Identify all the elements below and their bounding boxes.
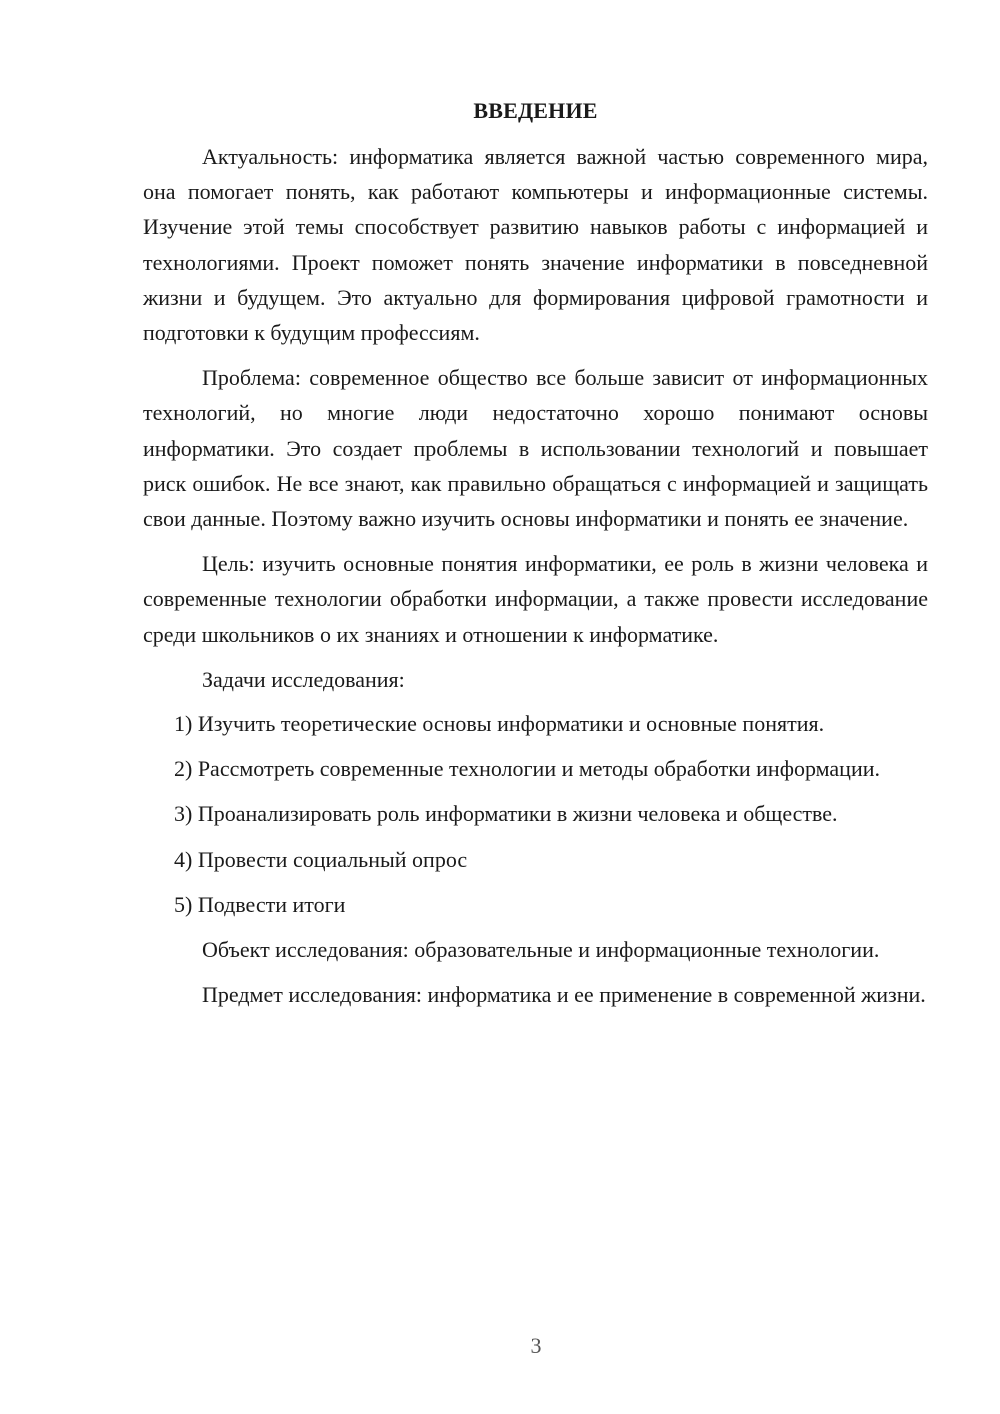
problem-paragraph: Проблема: современное общество все больше зависит от информационных технологий, но многие люди недостаточно хорошо понимают основы информатики. Это создает проблемы в использовании технологий и повышает риск ошибок. Не все знают, как правильно обращаться с информацией и защищать свои данные. Поэтому важно изучить основы информатики и понять ее значение. [143,365,928,532]
page-number: 3 [530,1333,542,1358]
task-item: 4) Провести социальный опрос [174,846,468,872]
task-item: 3) Проанализировать роль информатики в жизни человека и обществе. [174,801,838,827]
page-title: ВВЕДЕНИЕ [473,98,598,123]
tasks-list [143,706,928,922]
task-item: 1) Изучить теоретические основы информатики и основные понятия. [174,711,825,737]
task-item: 5) Подвести итоги [174,891,346,917]
subject-paragraph: Предмет исследования: информатика и ее применение в современной жизни. [202,982,926,1008]
relevance-paragraph: Актуальность: информатика является важной частью современного мира, она помогает понять, как работают компьютеры и информационные системы. Изучение этой темы способствует развитию навыков работы с информацией и технологиями. Проект поможет понять значение информатики в повседневной жизни и будущем. Это актуально для формирования цифровой грамотности и подготовки к будущим профессиям. [143,144,928,346]
tasks-heading: Задачи исследования: [202,666,405,692]
object-paragraph: Объект исследования: образовательные и информационные технологии. [202,937,880,963]
task-item: 2) Рассмотреть современные технологии и методы обработки информации. [174,756,880,782]
page-content [143,96,928,1022]
goal-paragraph: Цель: изучить основные понятия информатики, ее роль в жизни человека и современные технологии обработки информации, а также провести исследование среди школьников о их знаниях и отношении к информатике. [143,551,928,647]
